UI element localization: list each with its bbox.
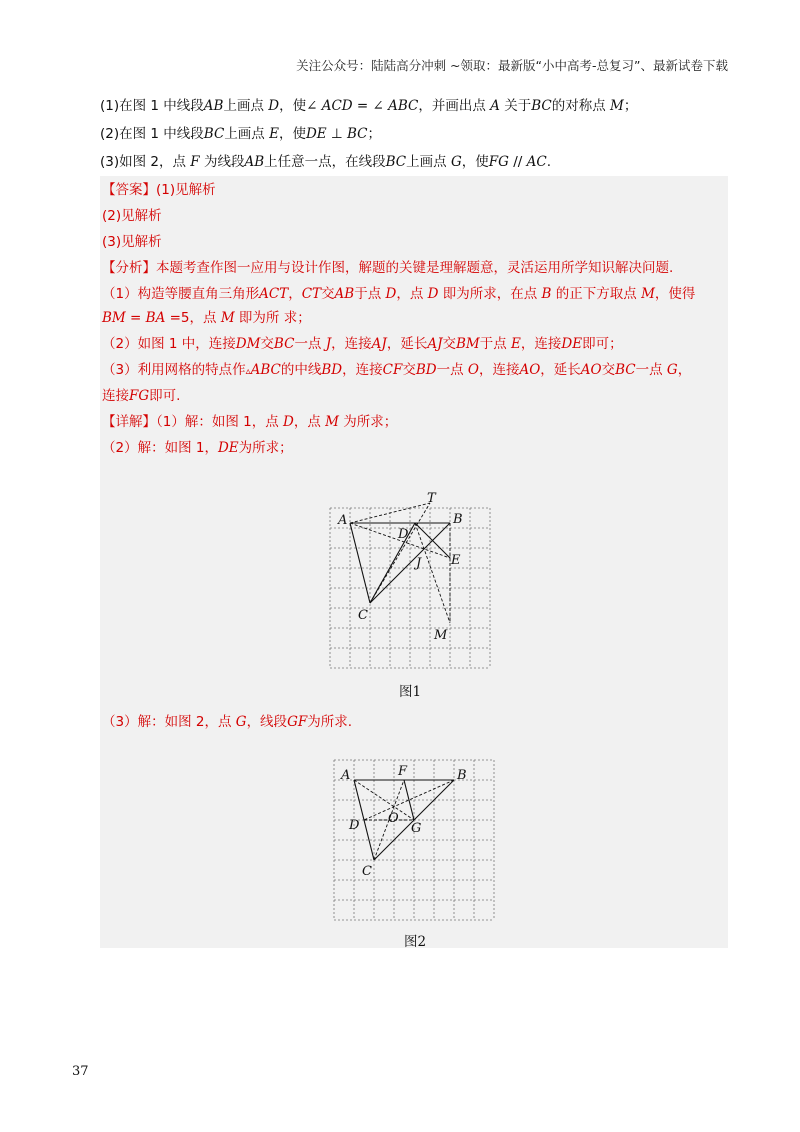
label-A: A <box>341 768 351 783</box>
answer-2: (2)见解析 <box>102 208 162 224</box>
label-F: F <box>398 764 408 779</box>
label-C: C <box>358 608 368 623</box>
label-C: C <box>362 864 372 879</box>
analysis-step-2: （2）如图 1 中，连接DM交BC一点 J，连接AJ，延长AJ交BM于点 E，连接DE即可； <box>102 336 623 352</box>
page-number: 37 <box>72 1064 89 1079</box>
detail-2: （2）解：如图 1，DE为所求； <box>102 440 293 456</box>
figure-2-grid <box>334 760 494 920</box>
answer-3: (3)见解析 <box>102 234 162 250</box>
detail-3: （3）解：如图 2，点 G，线段GF为所求. <box>102 714 353 730</box>
analysis-step-3: （3）利用网格的特点作▵ABC的中线BD，连接CF交BD一点 O，连接AO，延长AO交BC一点 G， <box>102 362 692 378</box>
question-2: (2)在图 1 中线段BC上画点 E，使DE ⊥ BC； <box>100 126 382 142</box>
label-M: M <box>434 628 448 643</box>
question-3: (3)如图 2，点 F 为线段AB上任意一点，在线段BC上画点 G，使FG // AC. <box>100 154 551 170</box>
segment-DM <box>415 523 450 623</box>
label-A: A <box>338 513 348 528</box>
analysis-step-3b: 连接FG即可. <box>102 388 181 404</box>
answer-1: 【答案】(1)见解析 <box>102 182 216 198</box>
question-1: (1)在图 1 中线段AB上画点 D，使∠ ACD = ∠ ABC，并画出点 A 关于BC的对称点 M； <box>100 98 638 114</box>
figure-2-caption: 图2 <box>404 934 427 950</box>
label-D: D <box>349 818 360 833</box>
label-B: B <box>457 768 467 783</box>
label-B: B <box>453 512 463 527</box>
label-T: T <box>427 491 436 506</box>
figure-2 <box>324 758 500 924</box>
segment-BC <box>370 523 450 603</box>
label-E: E <box>451 553 461 568</box>
label-G: G <box>411 821 422 836</box>
label-J: J <box>416 556 422 571</box>
figure-1 <box>320 488 500 672</box>
segment-AC <box>350 523 370 603</box>
label-D: D <box>398 527 409 542</box>
detail-1: 【详解】（1）解：如图 1，点 D，点 M 为所求； <box>102 414 398 430</box>
analysis: 【分析】本题考查作图一应用与设计作图，解题的关键是理解题意，灵活运用所学知识解决问题. <box>102 260 674 276</box>
analysis-step-1b: BM = BA =5，点 M 即为所 求； <box>102 310 311 326</box>
analysis-step-1: （1）构造等腰直角三角形ACT，CT交AB于点 D，点 D 即为所求，在点 B 的正下方取点 M，使得 <box>102 286 696 302</box>
figure-1-caption: 图1 <box>399 684 422 700</box>
page-header: 关注公众号：陆陆高分冲刺 ~领取：最新版“小中高考-总复习”、最新试卷下载 <box>296 58 728 73</box>
label-O: O <box>388 811 399 826</box>
